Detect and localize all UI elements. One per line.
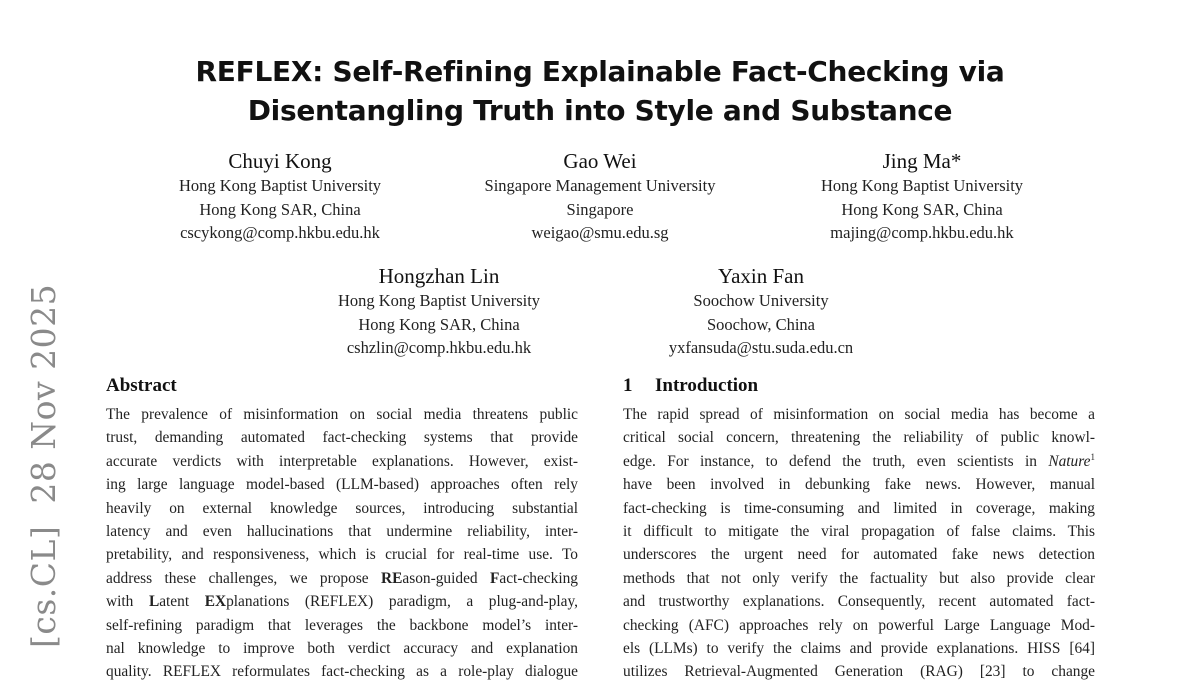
text-run: ason-guided bbox=[402, 569, 490, 587]
intro-line: els (LLMs) to verify the claims and provide explanations. HISS [64] bbox=[623, 640, 1095, 658]
intro-line: methods that not only verify the factuality but also provide clear bbox=[623, 569, 1095, 587]
intro-line: The rapid spread of misinformation on social media has become a bbox=[623, 406, 1095, 423]
title-line-2: Disentangling Truth into Style and Substance bbox=[247, 94, 953, 127]
abstract-line bbox=[106, 590, 578, 613]
introduction-body bbox=[623, 403, 1095, 684]
author-email[interactable]: majing@comp.hkbu.edu.hk bbox=[830, 223, 1014, 242]
author-affiliation: Soochow University bbox=[693, 291, 829, 310]
introduction-heading bbox=[623, 375, 758, 397]
author-affiliation: Hong Kong Baptist University bbox=[178, 176, 382, 195]
author-affiliation: Hong Kong Baptist University bbox=[820, 176, 1024, 195]
intro-line: have been involved in debunking fake news. However, manual bbox=[623, 476, 1095, 494]
author-email[interactable]: cscykong@comp.hkbu.edu.hk bbox=[180, 223, 380, 242]
author-name: Jing Ma* bbox=[882, 149, 962, 173]
abstract-line: self-refining paradigm that leverages the backbone model’s inter- bbox=[106, 616, 578, 634]
intro-line: utilizes Retrieval-Augmented Generation (RAG) [23] to change bbox=[623, 663, 1095, 681]
abstract-line: quality. REFLEX reformulates fact-checking as a role-play dialogue bbox=[106, 663, 578, 681]
arxiv-category: [cs.CL] bbox=[24, 525, 63, 648]
author-location: Hong Kong SAR, China bbox=[199, 199, 361, 219]
abstract-line: pretability, and responsiveness, which is crucial for real-time use. To bbox=[106, 546, 578, 564]
arxiv-date: 28 Nov 2025 bbox=[24, 283, 63, 504]
abstract-line: The prevalence of misinformation on social media threatens public bbox=[106, 406, 578, 423]
acronym-bold: EX bbox=[204, 593, 227, 611]
author-affiliation: Singapore Management University bbox=[484, 176, 716, 195]
intro-line: it difficult to mitigate the viral propagation of false claims. This bbox=[623, 523, 1095, 541]
acronym-bold: RE bbox=[381, 569, 403, 587]
text-run: address these challenges, we propose bbox=[106, 569, 381, 587]
abstract-body bbox=[106, 403, 578, 684]
author-name: Chuyi Kong bbox=[228, 149, 332, 173]
abstract-line: trust, demanding automated fact-checking systems that provide bbox=[106, 429, 578, 447]
author-name: Yaxin Fan bbox=[718, 264, 804, 288]
author-location: Singapore bbox=[566, 199, 634, 219]
paper-title bbox=[0, 52, 1200, 130]
intro-line bbox=[623, 450, 1095, 473]
text-run: with bbox=[106, 593, 149, 611]
author-location: Soochow, China bbox=[706, 314, 815, 334]
abstract-line: accurate verdicts with interpretable explanations. However, exist- bbox=[106, 452, 578, 470]
intro-line: and trustworthy explanations. Consequently, recent automated fact- bbox=[623, 593, 1095, 611]
author-block bbox=[289, 263, 589, 360]
acronym-bold: L bbox=[148, 593, 160, 611]
author-email[interactable]: cshzlin@comp.hkbu.edu.hk bbox=[346, 338, 532, 357]
footnote-marker[interactable]: 1 bbox=[1090, 451, 1095, 462]
abstract-line: latency and even hallucinations that undermine reliability, inter- bbox=[106, 523, 578, 541]
text-run: planations (REFLEX) paradigm, a plug-and-play, bbox=[226, 593, 578, 611]
author-name: Gao Wei bbox=[563, 149, 637, 173]
author-block bbox=[611, 263, 911, 360]
author-block bbox=[772, 148, 1072, 245]
abstract-line bbox=[106, 567, 578, 590]
abstract-heading: Abstract bbox=[106, 375, 177, 396]
intro-line: critical social concern, threatening the reliability of public knowl- bbox=[623, 429, 1095, 447]
author-location: Hong Kong SAR, China bbox=[841, 199, 1003, 219]
arxiv-identifier-stamp bbox=[24, 283, 63, 648]
text-run: act-checking bbox=[499, 569, 578, 587]
section-number: 1 bbox=[623, 375, 633, 396]
acronym-bold: F bbox=[489, 569, 500, 587]
author-affiliation: Hong Kong Baptist University bbox=[337, 291, 541, 310]
section-title: Introduction bbox=[655, 375, 759, 396]
author-name: Hongzhan Lin bbox=[378, 264, 500, 288]
intro-line: fact-checking is time-consuming and limited in coverage, making bbox=[623, 499, 1095, 517]
title-line-1: REFLEX: Self-Refining Explainable Fact-Checking via bbox=[195, 55, 1005, 88]
journal-name-italic: Nature bbox=[1048, 452, 1091, 470]
author-block bbox=[450, 148, 750, 245]
author-location: Hong Kong SAR, China bbox=[358, 314, 520, 334]
text-run: edge. For instance, to defend the truth, even scientists in bbox=[623, 452, 1049, 470]
abstract-line: heavily on external knowledge sources, introducing substantial bbox=[106, 499, 578, 517]
text-run: atent bbox=[159, 593, 205, 611]
author-email[interactable]: weigao@smu.edu.sg bbox=[531, 223, 669, 242]
author-email[interactable]: yxfansuda@stu.suda.edu.cn bbox=[668, 338, 854, 357]
abstract-line: ing large language model-based (LLM-based) approaches often rely bbox=[106, 476, 578, 494]
intro-line: checking (AFC) approaches rely on powerful Large Language Mod- bbox=[623, 616, 1095, 634]
abstract-line: nal knowledge to improve both verdict accuracy and explanation bbox=[106, 640, 578, 658]
author-block bbox=[130, 148, 430, 245]
intro-line: underscores the urgent need for automated fake news detection bbox=[623, 546, 1095, 564]
